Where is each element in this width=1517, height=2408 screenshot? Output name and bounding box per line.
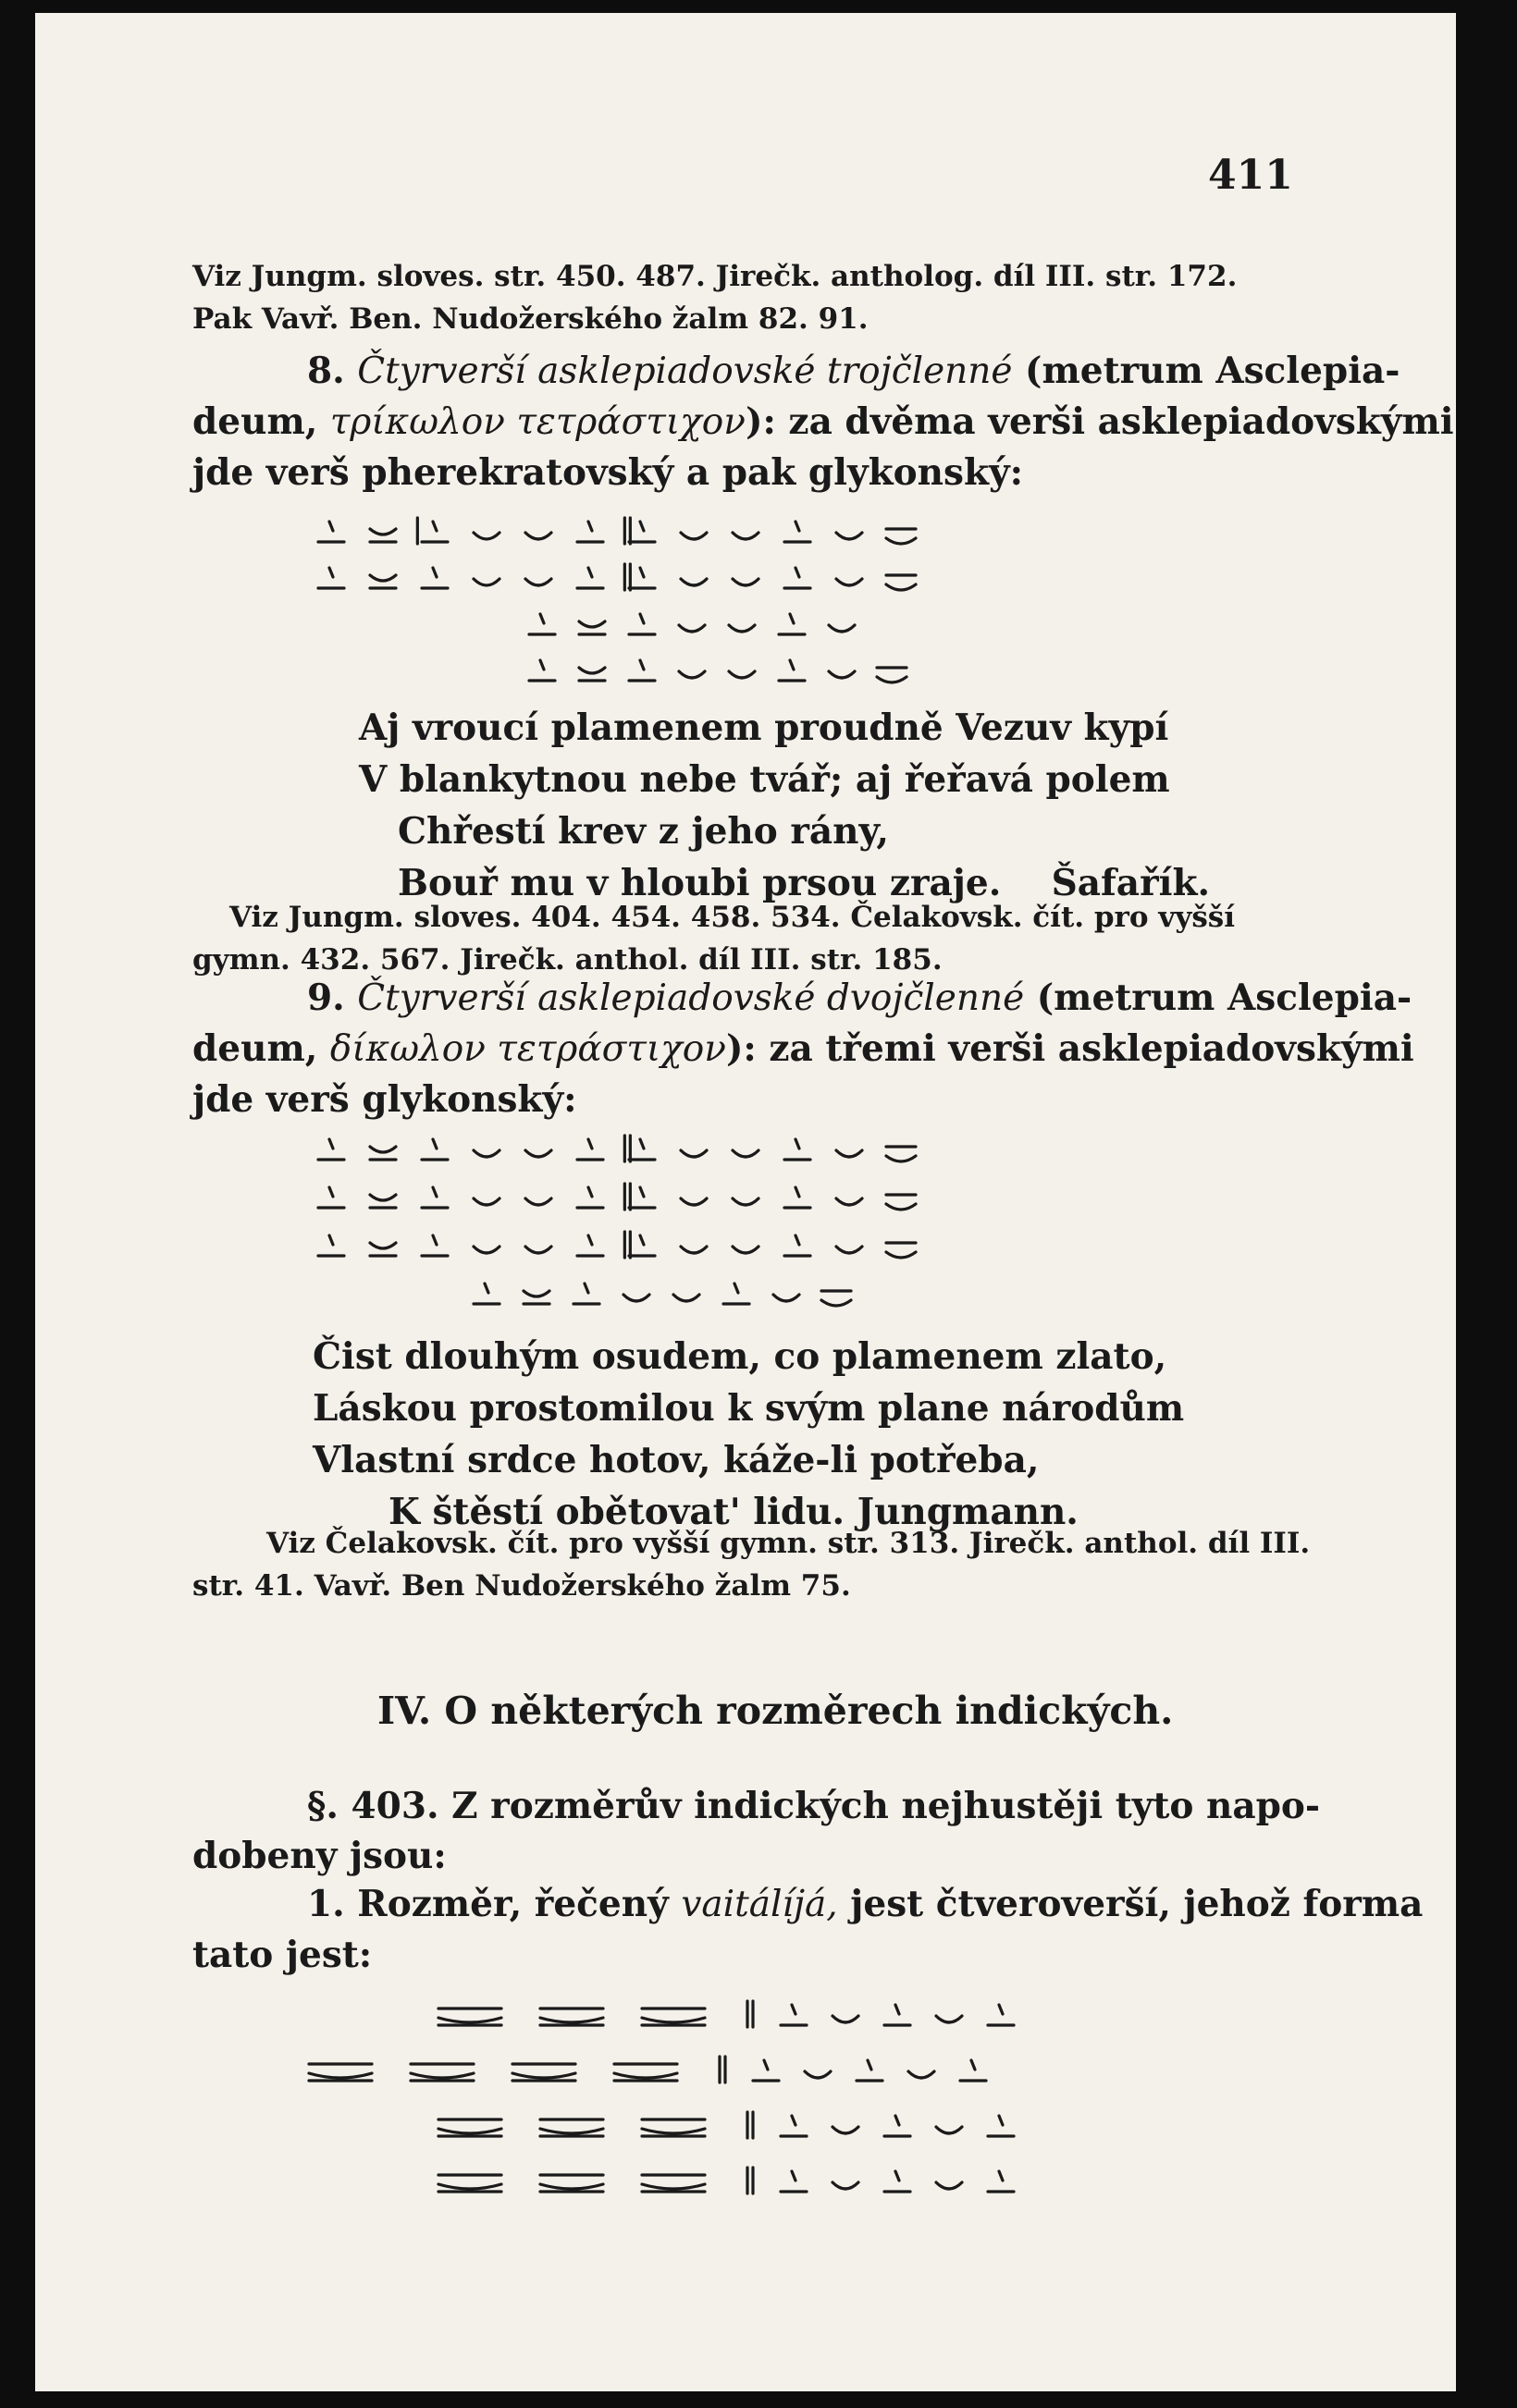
- short-syllable-mark: [836, 1150, 862, 1157]
- ictus-mark: [999, 2116, 1003, 2125]
- short-syllable-mark: [836, 1247, 862, 1253]
- reference-line: Viz Jungm. sloves. str. 450. 487. Jirečk. antholog. díl III. str. 172.: [192, 260, 1238, 293]
- short-syllable-mark: [642, 2018, 705, 2022]
- item-1: 1. Rozměr, řečený vaitálíjá, jest čtveroverší, jehož forma tato jest:: [192, 1883, 1424, 1976]
- short-syllable-mark: [681, 1247, 707, 1253]
- ictus-mark: [734, 1284, 738, 1293]
- ictus-mark: [640, 1235, 644, 1245]
- ictus-mark: [796, 1235, 799, 1245]
- poem-line: K štěstí obětovat' lidu. Jungmann.: [388, 1491, 1079, 1533]
- short-syllable-mark: [679, 625, 705, 632]
- short-syllable-mark: [679, 671, 705, 678]
- anceps-mark: [370, 1195, 396, 1200]
- short-syllable-mark: [540, 2184, 603, 2189]
- anceps-mark: [579, 621, 605, 627]
- section-title: Čtyrverší asklepiadovské dvojčlenné: [357, 977, 1025, 1019]
- ictus-mark: [999, 2005, 1003, 2014]
- short-syllable-mark: [411, 2073, 474, 2078]
- poem-line: Bouř mu v hloubi prsou zraje. Šafařík.: [398, 862, 1211, 904]
- short-syllable-mark: [681, 533, 707, 539]
- short-syllable-mark: [512, 2073, 575, 2078]
- ictus-mark: [640, 1139, 644, 1149]
- metrical-scheme-3: [35, 1973, 1456, 2251]
- ictus-mark: [485, 1284, 488, 1293]
- ictus-mark: [588, 568, 592, 577]
- metrical-scheme-2: [35, 1104, 1456, 1345]
- short-syllable-mark: [525, 1198, 551, 1205]
- ictus-mark: [329, 1235, 333, 1245]
- short-syllable-mark: [908, 2071, 934, 2078]
- short-syllable-mark: [309, 2073, 372, 2078]
- ictus-mark: [999, 2171, 1003, 2181]
- ictus-mark: [792, 2116, 796, 2125]
- ictus-mark: [433, 522, 437, 531]
- poem-line: V blankytnou nebe tvář; aj řeřavá polem: [359, 758, 1170, 801]
- short-syllable-mark: [936, 2127, 962, 2133]
- short-syllable-mark: [829, 625, 855, 632]
- poem-line: Láskou prostomilou k svým plane národům: [313, 1387, 1185, 1430]
- ictus-mark: [540, 660, 544, 670]
- ictus-mark: [588, 1139, 592, 1149]
- section-9-intro: 9. Čtyrverší asklepiadovské dvojčlenné (metrum Asclepia- deum, δίκωλον τετράστιχον): za třemi verši asklepiadovskými jde verš glykonský:: [192, 977, 1414, 1121]
- short-syllable-mark: [474, 1247, 500, 1253]
- reference-line: Viz Čelakovsk. čít. pro vyšší gymn. str. 313. Jirečk. anthol. díl III.: [266, 1527, 1311, 1560]
- short-syllable-mark: [681, 579, 707, 585]
- short-syllable-mark: [438, 2018, 501, 2022]
- short-syllable-mark: [733, 1247, 758, 1253]
- book-page: [35, 13, 1456, 2391]
- ictus-mark: [588, 522, 592, 531]
- short-syllable-mark: [836, 533, 862, 539]
- anceps-mark: [877, 677, 906, 682]
- poem-line: Aj vroucí plamenem proudně Vezuv kypí: [359, 706, 1169, 749]
- reference-line: gymn. 432. 567. Jirečk. anthol. díl III. str. 185.: [192, 943, 943, 977]
- greek-term: τρίκωλον τετράστιχον: [329, 401, 746, 443]
- short-syllable-mark: [642, 2129, 705, 2133]
- short-syllable-mark: [832, 2127, 858, 2133]
- ictus-mark: [790, 614, 794, 623]
- ictus-mark: [640, 522, 644, 531]
- poem-line: Chřestí krev z jeho rány,: [398, 810, 890, 853]
- short-syllable-mark: [525, 533, 551, 539]
- short-syllable-mark: [805, 2071, 831, 2078]
- short-syllable-mark: [729, 625, 755, 632]
- short-syllable-mark: [733, 1198, 758, 1205]
- short-syllable-mark: [836, 579, 862, 585]
- anceps-mark: [370, 529, 396, 534]
- ictus-mark: [640, 660, 644, 670]
- section-title: Čtyrverší asklepiadovské trojčlenné: [357, 350, 1013, 392]
- short-syllable-mark: [681, 1198, 707, 1205]
- anceps-mark: [886, 1204, 916, 1210]
- short-syllable-mark: [623, 1295, 649, 1301]
- ictus-mark: [895, 2116, 899, 2125]
- ictus-mark: [790, 660, 794, 670]
- ictus-mark: [971, 2060, 975, 2070]
- short-syllable-mark: [733, 533, 758, 539]
- ictus-mark: [585, 1284, 588, 1293]
- short-syllable-mark: [936, 2016, 962, 2022]
- anceps-mark: [886, 1156, 916, 1161]
- short-syllable-mark: [729, 671, 755, 678]
- short-syllable-mark: [681, 1150, 707, 1157]
- scheme-line: [309, 2001, 1014, 2193]
- anceps-mark: [886, 1252, 916, 1258]
- ictus-mark: [433, 1139, 437, 1149]
- anceps-mark: [886, 538, 916, 544]
- short-syllable-mark: [936, 2182, 962, 2189]
- short-syllable-mark: [733, 579, 758, 585]
- short-syllable-mark: [832, 2182, 858, 2189]
- ictus-mark: [433, 1187, 437, 1197]
- short-syllable-mark: [642, 2184, 705, 2189]
- reference-line: str. 41. Vavř. Ben Nudožerského žalm 75.: [192, 1569, 851, 1603]
- poem-author: Šafařík.: [1051, 862, 1211, 904]
- ictus-mark: [588, 1187, 592, 1197]
- reference-line: Pak Vavř. Ben. Nudožerského žalm 82. 91.: [192, 302, 869, 336]
- short-syllable-mark: [438, 2129, 501, 2133]
- short-syllable-mark: [474, 1198, 500, 1205]
- short-syllable-mark: [525, 579, 551, 585]
- anceps-mark: [370, 1147, 396, 1152]
- ictus-mark: [792, 2171, 796, 2181]
- poem-2: [313, 1331, 1184, 1538]
- short-syllable-mark: [836, 1198, 862, 1205]
- poem-1: [359, 702, 1210, 909]
- page-number: 411: [1208, 152, 1293, 199]
- ictus-mark: [588, 1235, 592, 1245]
- chapter-heading: IV. O některých rozměrech indických.: [377, 1689, 1174, 1733]
- short-syllable-mark: [673, 1295, 699, 1301]
- paragraph-403: §. 403. Z rozměrův indických nejhustěji tyto napo- dobeny jsou:: [192, 1785, 1321, 1877]
- section-8-intro: 8. Čtyrverší asklepiadovské trojčlenné (metrum Asclepia- deum, τρίκωλον τετράστιχον): za dvěma verši asklepiadovskými jde verš pherekratovský a pak glykonský:: [192, 350, 1454, 494]
- anceps-mark: [579, 668, 605, 673]
- ictus-mark: [868, 2060, 871, 2070]
- reference-line: Viz Jungm. sloves. 404. 454. 458. 534. Čelakovsk. čít. pro vyšší: [229, 901, 1236, 934]
- scheme-line: [318, 518, 916, 682]
- ictus-mark: [796, 1139, 799, 1149]
- ictus-mark: [796, 522, 799, 531]
- ictus-mark: [329, 522, 333, 531]
- ictus-mark: [433, 1235, 437, 1245]
- ictus-mark: [796, 568, 799, 577]
- short-syllable-mark: [614, 2073, 677, 2078]
- short-syllable-mark: [773, 1295, 799, 1301]
- reference-note-3: [192, 1522, 1311, 1607]
- poem-line: Vlastní srdce hotov, káže-li potřeba,: [313, 1439, 1040, 1481]
- ictus-mark: [640, 614, 644, 623]
- scheme-line: [318, 1136, 916, 1306]
- section-number: 9.: [307, 977, 345, 1019]
- anceps-mark: [821, 1300, 851, 1306]
- greek-term: δίκωλον τετράστιχον: [329, 1028, 726, 1070]
- short-syllable-mark: [525, 1247, 551, 1253]
- ictus-mark: [640, 1187, 644, 1197]
- short-syllable-mark: [829, 671, 855, 678]
- poem-line: Čist dlouhým osudem, co plamenem zlato,: [313, 1335, 1167, 1378]
- short-syllable-mark: [474, 1150, 500, 1157]
- ictus-mark: [329, 1187, 333, 1197]
- ictus-mark: [796, 1187, 799, 1197]
- short-syllable-mark: [733, 1150, 758, 1157]
- ictus-mark: [640, 568, 644, 577]
- short-syllable-mark: [525, 1150, 551, 1157]
- section-number: 8.: [307, 350, 345, 392]
- short-syllable-mark: [832, 2016, 858, 2022]
- ictus-mark: [895, 2005, 899, 2014]
- reference-note-2: [192, 896, 1236, 981]
- anceps-mark: [370, 1243, 396, 1248]
- ictus-mark: [764, 2060, 768, 2070]
- short-syllable-mark: [540, 2129, 603, 2133]
- ictus-mark: [433, 568, 437, 577]
- anceps-mark: [886, 584, 916, 590]
- ictus-mark: [895, 2171, 899, 2181]
- short-syllable-mark: [438, 2184, 501, 2189]
- ictus-mark: [329, 568, 333, 577]
- short-syllable-mark: [540, 2018, 603, 2022]
- short-syllable-mark: [474, 579, 500, 585]
- ictus-mark: [329, 1139, 333, 1149]
- ictus-mark: [792, 2005, 796, 2014]
- anceps-mark: [370, 575, 396, 581]
- anceps-mark: [524, 1291, 549, 1296]
- ictus-mark: [540, 614, 544, 623]
- short-syllable-mark: [474, 533, 500, 539]
